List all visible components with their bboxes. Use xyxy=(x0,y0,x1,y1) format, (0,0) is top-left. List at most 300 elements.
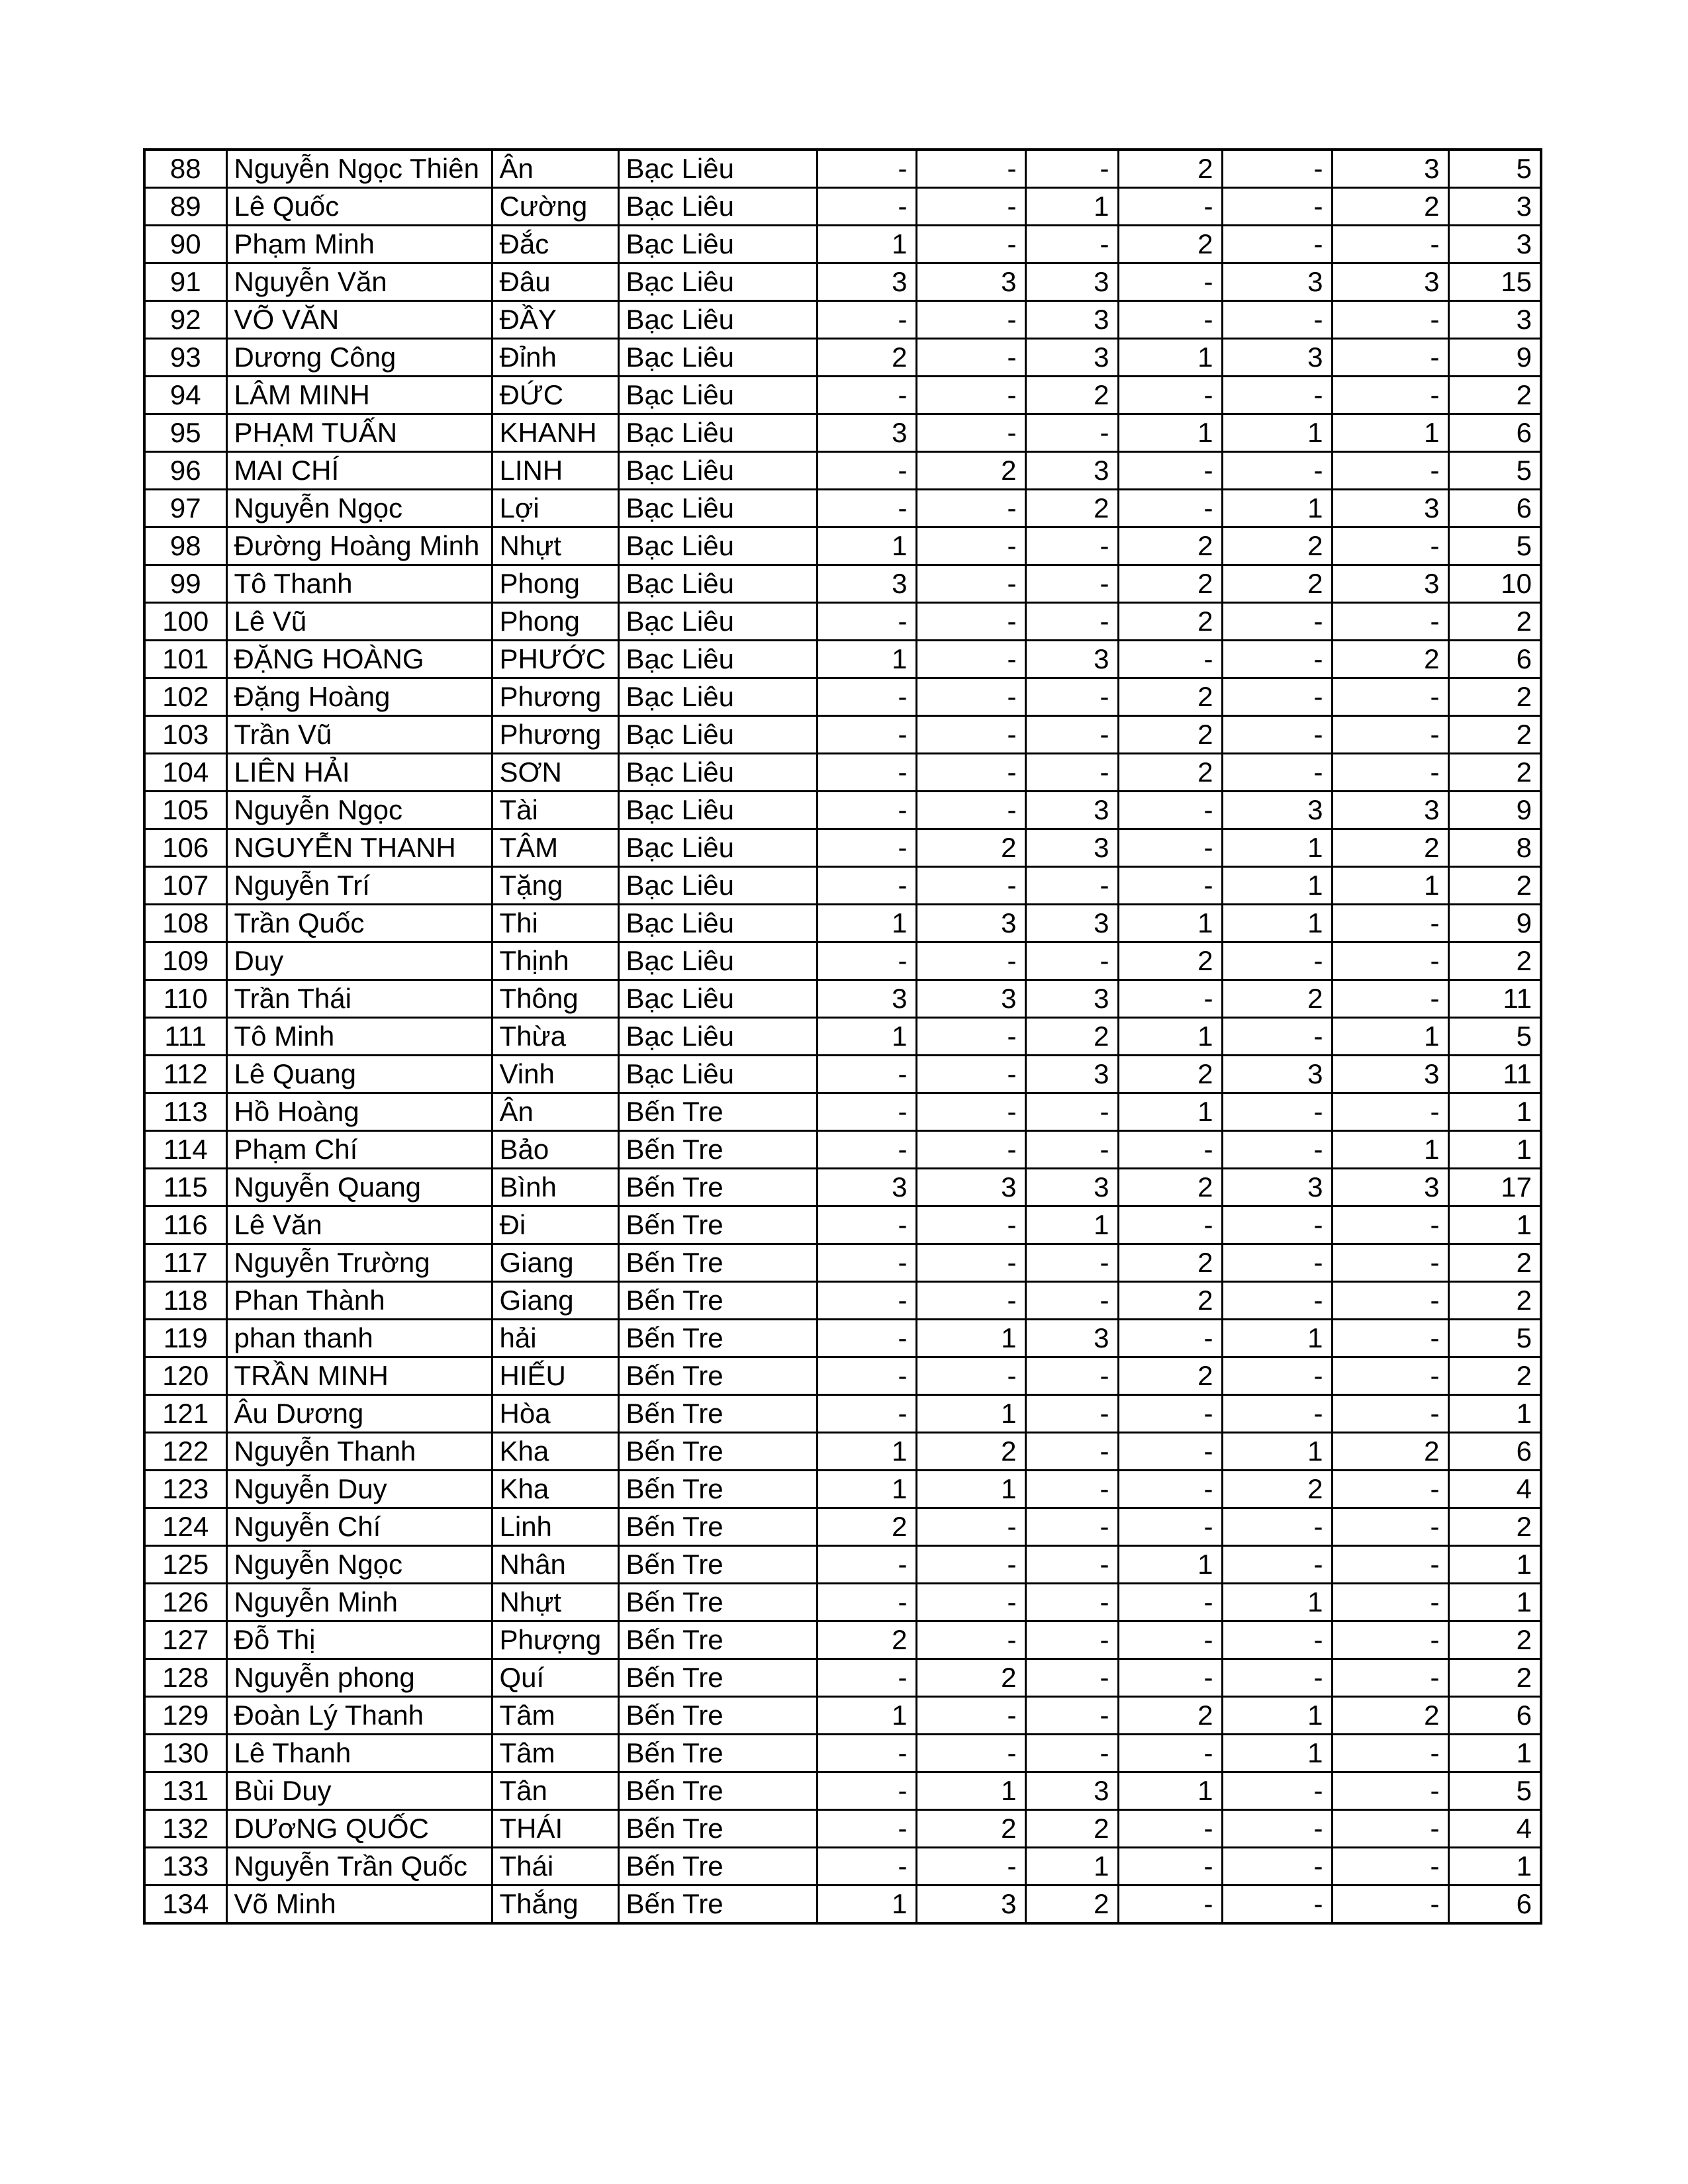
score-2-cell: - xyxy=(916,490,1025,527)
total-cell: 1 xyxy=(1448,1584,1541,1621)
score-2-cell: - xyxy=(916,1357,1025,1395)
score-2-cell: - xyxy=(916,754,1025,792)
score-3-cell: - xyxy=(1025,716,1118,754)
stt-cell: 120 xyxy=(144,1357,226,1395)
stt-cell: 115 xyxy=(144,1169,226,1206)
score-6-cell: - xyxy=(1332,339,1448,377)
score-2-cell: 2 xyxy=(916,1810,1025,1848)
score-2-cell: - xyxy=(916,1508,1025,1546)
score-1-cell: 2 xyxy=(817,1621,916,1659)
score-6-cell: - xyxy=(1332,1282,1448,1320)
last-middle-name-cell: Tô Minh xyxy=(226,1018,492,1056)
table-row xyxy=(144,1772,1541,1810)
province-cell: Bến Tre xyxy=(618,1169,817,1206)
score-4-cell: - xyxy=(1118,301,1222,339)
province-cell: Bến Tre xyxy=(618,1772,817,1810)
last-middle-name-cell: Võ Minh xyxy=(226,1886,492,1924)
total-cell: 4 xyxy=(1448,1810,1541,1848)
score-4-cell: - xyxy=(1118,1433,1222,1471)
table-row xyxy=(144,1584,1541,1621)
score-2-cell: - xyxy=(916,1621,1025,1659)
score-3-cell: - xyxy=(1025,942,1118,980)
score-1-cell: 1 xyxy=(817,1471,916,1508)
score-3-cell: - xyxy=(1025,1093,1118,1131)
score-1-cell: 1 xyxy=(817,527,916,565)
score-6-cell: - xyxy=(1332,377,1448,414)
score-1-cell: - xyxy=(817,301,916,339)
stt-cell: 101 xyxy=(144,641,226,678)
last-middle-name-cell: Lê Vũ xyxy=(226,603,492,641)
score-6-cell: 3 xyxy=(1332,150,1448,188)
score-4-cell: 2 xyxy=(1118,1244,1222,1282)
score-2-cell: 1 xyxy=(916,1320,1025,1357)
table-row xyxy=(144,452,1541,490)
score-1-cell: - xyxy=(817,716,916,754)
stt-cell: 104 xyxy=(144,754,226,792)
total-cell: 9 xyxy=(1448,905,1541,942)
province-cell: Bạc Liêu xyxy=(618,414,817,452)
table-row xyxy=(144,1886,1541,1924)
score-5-cell: - xyxy=(1222,1659,1332,1697)
score-6-cell: - xyxy=(1332,1206,1448,1244)
first-name-cell: HIẾU xyxy=(492,1357,618,1395)
score-4-cell: - xyxy=(1118,1471,1222,1508)
score-3-cell: 3 xyxy=(1025,829,1118,867)
score-5-cell: - xyxy=(1222,1018,1332,1056)
first-name-cell: Quí xyxy=(492,1659,618,1697)
table-row xyxy=(144,1735,1541,1772)
total-cell: 5 xyxy=(1448,1018,1541,1056)
first-name-cell: Tặng xyxy=(492,867,618,905)
stt-cell: 122 xyxy=(144,1433,226,1471)
stt-cell: 108 xyxy=(144,905,226,942)
table-row xyxy=(144,1056,1541,1093)
score-2-cell: - xyxy=(916,1093,1025,1131)
score-5-cell: - xyxy=(1222,603,1332,641)
first-name-cell: Hòa xyxy=(492,1395,618,1433)
score-5-cell: 1 xyxy=(1222,1735,1332,1772)
province-cell: Bạc Liêu xyxy=(618,754,817,792)
first-name-cell: Lợi xyxy=(492,490,618,527)
province-cell: Bạc Liêu xyxy=(618,942,817,980)
score-3-cell: 2 xyxy=(1025,377,1118,414)
score-3-cell: 2 xyxy=(1025,1810,1118,1848)
first-name-cell: Phương xyxy=(492,716,618,754)
score-4-cell: 2 xyxy=(1118,1056,1222,1093)
score-2-cell: - xyxy=(916,226,1025,263)
score-6-cell: 2 xyxy=(1332,641,1448,678)
total-cell: 6 xyxy=(1448,641,1541,678)
score-5-cell: 2 xyxy=(1222,527,1332,565)
score-6-cell: 2 xyxy=(1332,829,1448,867)
score-1-cell: 1 xyxy=(817,641,916,678)
table-row xyxy=(144,1697,1541,1735)
score-2-cell: - xyxy=(916,1584,1025,1621)
score-5-cell: - xyxy=(1222,754,1332,792)
score-6-cell: - xyxy=(1332,1621,1448,1659)
score-2-cell: - xyxy=(916,1282,1025,1320)
total-cell: 2 xyxy=(1448,1282,1541,1320)
score-3-cell: - xyxy=(1025,1659,1118,1697)
score-5-cell: - xyxy=(1222,1546,1332,1584)
total-cell: 9 xyxy=(1448,339,1541,377)
first-name-cell: Tài xyxy=(492,792,618,829)
first-name-cell: Thịnh xyxy=(492,942,618,980)
last-middle-name-cell: Đoàn Lý Thanh xyxy=(226,1697,492,1735)
score-2-cell: - xyxy=(916,1206,1025,1244)
total-cell: 6 xyxy=(1448,414,1541,452)
last-middle-name-cell: DƯơNG QUỐC xyxy=(226,1810,492,1848)
province-cell: Bến Tre xyxy=(618,1621,817,1659)
table-row xyxy=(144,678,1541,716)
score-4-cell: - xyxy=(1118,1848,1222,1886)
score-4-cell: - xyxy=(1118,641,1222,678)
score-6-cell: 3 xyxy=(1332,1169,1448,1206)
score-2-cell: - xyxy=(916,1131,1025,1169)
province-cell: Bạc Liêu xyxy=(618,829,817,867)
stt-cell: 105 xyxy=(144,792,226,829)
score-5-cell: - xyxy=(1222,942,1332,980)
score-4-cell: - xyxy=(1118,1621,1222,1659)
score-3-cell: - xyxy=(1025,1357,1118,1395)
stt-cell: 129 xyxy=(144,1697,226,1735)
score-2-cell: - xyxy=(916,1735,1025,1772)
score-1-cell: 1 xyxy=(817,1886,916,1924)
table-row xyxy=(144,942,1541,980)
total-cell: 2 xyxy=(1448,942,1541,980)
score-3-cell: 3 xyxy=(1025,641,1118,678)
province-cell: Bến Tre xyxy=(618,1810,817,1848)
score-2-cell: - xyxy=(916,641,1025,678)
score-3-cell: 1 xyxy=(1025,188,1118,226)
first-name-cell: Phong xyxy=(492,603,618,641)
total-cell: 1 xyxy=(1448,1546,1541,1584)
score-2-cell: - xyxy=(916,716,1025,754)
table-row xyxy=(144,188,1541,226)
score-4-cell: 2 xyxy=(1118,678,1222,716)
score-5-cell: 1 xyxy=(1222,829,1332,867)
score-6-cell: - xyxy=(1332,301,1448,339)
score-4-cell: 2 xyxy=(1118,716,1222,754)
score-4-cell: - xyxy=(1118,377,1222,414)
first-name-cell: Cường xyxy=(492,188,618,226)
score-1-cell: 1 xyxy=(817,1433,916,1471)
score-3-cell: - xyxy=(1025,603,1118,641)
score-4-cell: - xyxy=(1118,980,1222,1018)
stt-cell: 88 xyxy=(144,150,226,188)
score-1-cell: - xyxy=(817,490,916,527)
score-5-cell: - xyxy=(1222,1206,1332,1244)
total-cell: 5 xyxy=(1448,150,1541,188)
score-5-cell: 1 xyxy=(1222,1433,1332,1471)
last-middle-name-cell: Nguyễn Ngọc xyxy=(226,792,492,829)
score-2-cell: - xyxy=(916,565,1025,603)
score-1-cell: - xyxy=(817,1395,916,1433)
score-1-cell: - xyxy=(817,1810,916,1848)
score-4-cell: 2 xyxy=(1118,1169,1222,1206)
score-1-cell: - xyxy=(817,1056,916,1093)
score-5-cell: 3 xyxy=(1222,263,1332,301)
total-cell: 1 xyxy=(1448,1131,1541,1169)
table-row xyxy=(144,377,1541,414)
score-4-cell: 1 xyxy=(1118,905,1222,942)
total-cell: 6 xyxy=(1448,490,1541,527)
province-cell: Bạc Liêu xyxy=(618,565,817,603)
first-name-cell: ĐỨC xyxy=(492,377,618,414)
first-name-cell: Giang xyxy=(492,1244,618,1282)
score-4-cell: 2 xyxy=(1118,565,1222,603)
score-5-cell: 2 xyxy=(1222,565,1332,603)
last-middle-name-cell: Trần Quốc xyxy=(226,905,492,942)
total-cell: 1 xyxy=(1448,1848,1541,1886)
score-1-cell: - xyxy=(817,1772,916,1810)
stt-cell: 116 xyxy=(144,1206,226,1244)
score-6-cell: - xyxy=(1332,1584,1448,1621)
score-1-cell: - xyxy=(817,829,916,867)
province-cell: Bạc Liêu xyxy=(618,301,817,339)
first-name-cell: Giang xyxy=(492,1282,618,1320)
score-2-cell: - xyxy=(916,942,1025,980)
score-1-cell: 3 xyxy=(817,980,916,1018)
province-cell: Bến Tre xyxy=(618,1848,817,1886)
score-6-cell: - xyxy=(1332,1508,1448,1546)
score-6-cell: - xyxy=(1332,603,1448,641)
total-cell: 5 xyxy=(1448,527,1541,565)
stt-cell: 110 xyxy=(144,980,226,1018)
score-1-cell: - xyxy=(817,1206,916,1244)
score-3-cell: - xyxy=(1025,1697,1118,1735)
first-name-cell: Ân xyxy=(492,150,618,188)
score-6-cell: - xyxy=(1332,905,1448,942)
table-row xyxy=(144,150,1541,188)
last-middle-name-cell: Nguyễn Minh xyxy=(226,1584,492,1621)
last-middle-name-cell: VÕ VĂN xyxy=(226,301,492,339)
table-row xyxy=(144,1621,1541,1659)
table-row xyxy=(144,339,1541,377)
total-cell: 3 xyxy=(1448,188,1541,226)
first-name-cell: Ân xyxy=(492,1093,618,1131)
score-4-cell: 1 xyxy=(1118,1093,1222,1131)
first-name-cell: Phong xyxy=(492,565,618,603)
score-2-cell: 3 xyxy=(916,980,1025,1018)
table-row xyxy=(144,867,1541,905)
score-4-cell: - xyxy=(1118,829,1222,867)
last-middle-name-cell: Hồ Hoàng xyxy=(226,1093,492,1131)
score-1-cell: 3 xyxy=(817,565,916,603)
score-4-cell: - xyxy=(1118,1131,1222,1169)
stt-cell: 113 xyxy=(144,1093,226,1131)
score-4-cell: 2 xyxy=(1118,942,1222,980)
table-row xyxy=(144,490,1541,527)
last-middle-name-cell: NGUYỄN THANH xyxy=(226,829,492,867)
score-5-cell: - xyxy=(1222,1848,1332,1886)
score-2-cell: - xyxy=(916,1056,1025,1093)
score-table xyxy=(143,148,1542,1925)
score-5-cell: 2 xyxy=(1222,980,1332,1018)
score-2-cell: - xyxy=(916,1018,1025,1056)
first-name-cell: Nhựt xyxy=(492,527,618,565)
stt-cell: 109 xyxy=(144,942,226,980)
score-5-cell: 1 xyxy=(1222,1584,1332,1621)
stt-cell: 102 xyxy=(144,678,226,716)
province-cell: Bạc Liêu xyxy=(618,867,817,905)
score-5-cell: 1 xyxy=(1222,867,1332,905)
score-6-cell: - xyxy=(1332,1848,1448,1886)
last-middle-name-cell: Nguyễn Ngọc xyxy=(226,490,492,527)
table-row xyxy=(144,980,1541,1018)
table-row xyxy=(144,716,1541,754)
score-6-cell: - xyxy=(1332,452,1448,490)
province-cell: Bạc Liêu xyxy=(618,641,817,678)
stt-cell: 133 xyxy=(144,1848,226,1886)
score-4-cell: 2 xyxy=(1118,1282,1222,1320)
score-3-cell: - xyxy=(1025,1131,1118,1169)
total-cell: 5 xyxy=(1448,452,1541,490)
score-5-cell: 3 xyxy=(1222,1169,1332,1206)
table-row xyxy=(144,1131,1541,1169)
last-middle-name-cell: Nguyễn Quang xyxy=(226,1169,492,1206)
score-2-cell: - xyxy=(916,1546,1025,1584)
score-5-cell: - xyxy=(1222,150,1332,188)
total-cell: 2 xyxy=(1448,1357,1541,1395)
stt-cell: 100 xyxy=(144,603,226,641)
stt-cell: 111 xyxy=(144,1018,226,1056)
table-row xyxy=(144,565,1541,603)
score-5-cell: 1 xyxy=(1222,1320,1332,1357)
score-6-cell: 3 xyxy=(1332,1056,1448,1093)
score-1-cell: - xyxy=(817,1320,916,1357)
score-3-cell: - xyxy=(1025,414,1118,452)
stt-cell: 126 xyxy=(144,1584,226,1621)
province-cell: Bến Tre xyxy=(618,1659,817,1697)
stt-cell: 97 xyxy=(144,490,226,527)
province-cell: Bến Tre xyxy=(618,1395,817,1433)
province-cell: Bến Tre xyxy=(618,1244,817,1282)
stt-cell: 134 xyxy=(144,1886,226,1924)
last-middle-name-cell: Đỗ Thị xyxy=(226,1621,492,1659)
score-5-cell: 3 xyxy=(1222,1056,1332,1093)
province-cell: Bạc Liêu xyxy=(618,226,817,263)
score-4-cell: - xyxy=(1118,867,1222,905)
score-6-cell: - xyxy=(1332,1471,1448,1508)
score-4-cell: 2 xyxy=(1118,226,1222,263)
score-6-cell: 2 xyxy=(1332,1697,1448,1735)
score-4-cell: - xyxy=(1118,188,1222,226)
stt-cell: 118 xyxy=(144,1282,226,1320)
score-1-cell: - xyxy=(817,1735,916,1772)
stt-cell: 128 xyxy=(144,1659,226,1697)
total-cell: 1 xyxy=(1448,1206,1541,1244)
score-3-cell: - xyxy=(1025,1282,1118,1320)
province-cell: Bạc Liêu xyxy=(618,1056,817,1093)
first-name-cell: Phương xyxy=(492,678,618,716)
table-row xyxy=(144,1357,1541,1395)
last-middle-name-cell: Phạm Minh xyxy=(226,226,492,263)
stt-cell: 106 xyxy=(144,829,226,867)
stt-cell: 91 xyxy=(144,263,226,301)
first-name-cell: THÁI xyxy=(492,1810,618,1848)
score-2-cell: 3 xyxy=(916,263,1025,301)
score-1-cell: - xyxy=(817,1131,916,1169)
score-4-cell: 2 xyxy=(1118,1357,1222,1395)
stt-cell: 123 xyxy=(144,1471,226,1508)
score-6-cell: - xyxy=(1332,716,1448,754)
score-6-cell: - xyxy=(1332,1546,1448,1584)
score-2-cell: - xyxy=(916,1697,1025,1735)
score-2-cell: - xyxy=(916,377,1025,414)
first-name-cell: Bảo xyxy=(492,1131,618,1169)
score-3-cell: - xyxy=(1025,1621,1118,1659)
province-cell: Bến Tre xyxy=(618,1735,817,1772)
score-2-cell: - xyxy=(916,150,1025,188)
score-3-cell: - xyxy=(1025,867,1118,905)
score-4-cell: 1 xyxy=(1118,1546,1222,1584)
last-middle-name-cell: Nguyễn Chí xyxy=(226,1508,492,1546)
table-row xyxy=(144,1018,1541,1056)
score-3-cell: 3 xyxy=(1025,905,1118,942)
first-name-cell: Tâm xyxy=(492,1697,618,1735)
first-name-cell: Thừa xyxy=(492,1018,618,1056)
score-6-cell: - xyxy=(1332,226,1448,263)
score-3-cell: 3 xyxy=(1025,792,1118,829)
first-name-cell: PHƯỚC xyxy=(492,641,618,678)
score-2-cell: 2 xyxy=(916,1659,1025,1697)
score-4-cell: - xyxy=(1118,490,1222,527)
score-5-cell: - xyxy=(1222,1621,1332,1659)
score-6-cell: 1 xyxy=(1332,1131,1448,1169)
province-cell: Bến Tre xyxy=(618,1093,817,1131)
score-4-cell: - xyxy=(1118,263,1222,301)
province-cell: Bến Tre xyxy=(618,1433,817,1471)
score-1-cell: - xyxy=(817,603,916,641)
stt-cell: 92 xyxy=(144,301,226,339)
stt-cell: 90 xyxy=(144,226,226,263)
score-1-cell: - xyxy=(817,792,916,829)
score-2-cell: 2 xyxy=(916,1433,1025,1471)
last-middle-name-cell: Đặng Hoàng xyxy=(226,678,492,716)
total-cell: 2 xyxy=(1448,1621,1541,1659)
total-cell: 9 xyxy=(1448,792,1541,829)
score-5-cell: - xyxy=(1222,1282,1332,1320)
first-name-cell: Kha xyxy=(492,1433,618,1471)
score-1-cell: 3 xyxy=(817,1169,916,1206)
score-6-cell: - xyxy=(1332,1886,1448,1924)
total-cell: 2 xyxy=(1448,678,1541,716)
total-cell: 6 xyxy=(1448,1433,1541,1471)
last-middle-name-cell: Phạm Chí xyxy=(226,1131,492,1169)
province-cell: Bạc Liêu xyxy=(618,490,817,527)
first-name-cell: LINH xyxy=(492,452,618,490)
score-4-cell: 1 xyxy=(1118,1018,1222,1056)
score-5-cell: - xyxy=(1222,452,1332,490)
table-row xyxy=(144,301,1541,339)
province-cell: Bạc Liêu xyxy=(618,339,817,377)
score-3-cell: - xyxy=(1025,565,1118,603)
score-3-cell: 3 xyxy=(1025,1056,1118,1093)
first-name-cell: Bình xyxy=(492,1169,618,1206)
province-cell: Bến Tre xyxy=(618,1546,817,1584)
score-5-cell: - xyxy=(1222,301,1332,339)
score-2-cell: - xyxy=(916,188,1025,226)
last-middle-name-cell: Âu Dương xyxy=(226,1395,492,1433)
score-6-cell: - xyxy=(1332,1659,1448,1697)
score-5-cell: 1 xyxy=(1222,1697,1332,1735)
score-2-cell: - xyxy=(916,678,1025,716)
total-cell: 10 xyxy=(1448,565,1541,603)
score-3-cell: 3 xyxy=(1025,980,1118,1018)
last-middle-name-cell: Nguyễn Duy xyxy=(226,1471,492,1508)
last-middle-name-cell: MAI CHÍ xyxy=(226,452,492,490)
